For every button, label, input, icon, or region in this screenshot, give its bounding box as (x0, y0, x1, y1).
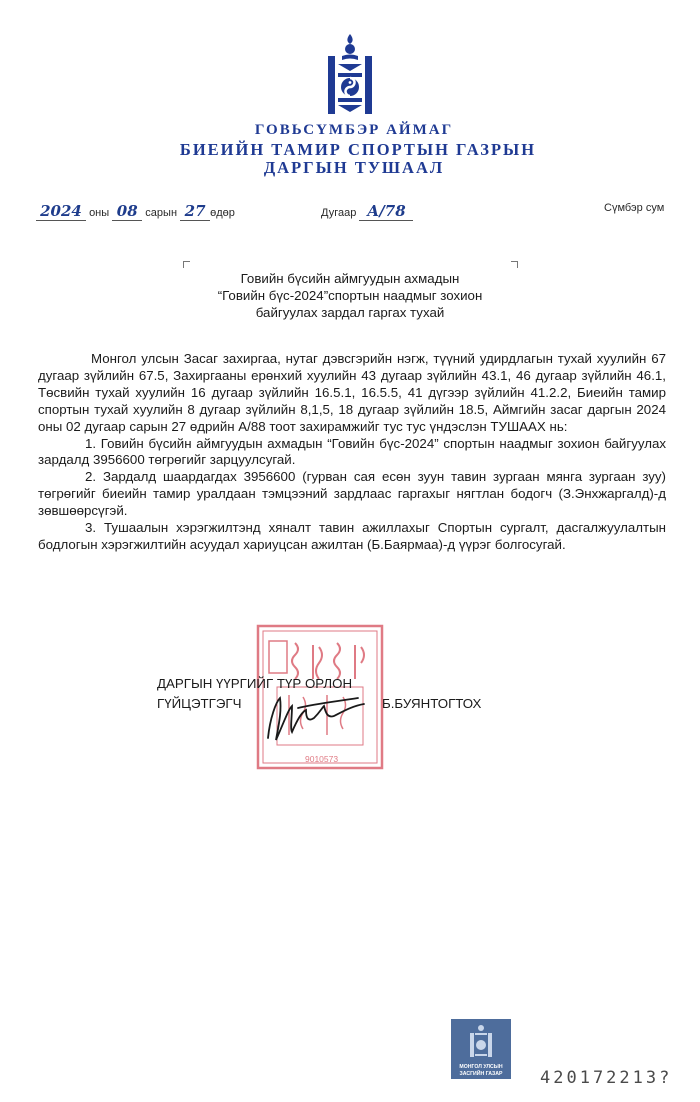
year-handwritten: 2024 (36, 202, 86, 221)
soyombo-emblem-icon (318, 32, 382, 118)
signer-name: Б.БУЯНТОГТОХ (382, 696, 482, 711)
number-handwritten: А/78 (359, 202, 413, 221)
preamble-paragraph: Монгол улсын Засаг захиргаа, нутаг дэвсгэрийн нэгж, түүний удирдлагын тухай хуулийн 67 дугаар зүйлийн 67.5, Захиргааны ерөнхий хуулийн 43 дугаар зүйлийн 43.1, 46 дугаар зүйлийн 46.1, Төсвийн тухай хуулийн 16 дугаар зүйлийн 16.5.1, 16.5.5, 41 дүгээр зүйлийн 41.2.2, Биеийн тамир спортын тухай хуулийн 8 дугаар зүйлийн 8,1,5, 18 дугаар зүйлийн 18.5, Аймгийн засаг даргын 2024 оны 02 дугаар сарын 27 өдрийн А/88 тоот захирамжийг тус тус үндэслэн ТУШААХ нь: (38, 351, 666, 434)
subject-corner-right (511, 261, 518, 268)
number-line (321, 202, 413, 221)
month-label: сарын (145, 207, 178, 219)
seal-text-line-2: ЗАСГИЙН ГАЗАР (459, 1071, 503, 1077)
handwritten-signature (262, 688, 372, 748)
subject-line-1: Говийн бүсийн аймгуудын ахмадын (240, 271, 460, 286)
seal-text-line-1: МОНГОЛ УЛСЫН (459, 1064, 503, 1070)
organization-name: БИЕИЙН ТАМИР СПОРТЫН ГАЗРЫН (179, 140, 537, 159)
year-label: оны (89, 207, 110, 219)
stamp-number: 9010573 (305, 754, 339, 764)
subject-line-3: байгуулах зардал гаргах тухай (255, 305, 445, 320)
document-serial-number: 420172213? (540, 1068, 673, 1088)
month-handwritten: 08 (112, 202, 142, 221)
day-handwritten: 27 (180, 202, 210, 221)
order-item-1: 1. Говийн бүсийн аймгуудын ахмадын “Говийн бүс-2024” спортын наадмыг зохион байгуулах зардалд 3956600 төгрөгийг зарцуулсугай. (38, 435, 666, 468)
subject-line-2: “Говийн бүс-2024”спортын наадмыг зохион (217, 288, 483, 303)
subject-corner-left (183, 261, 190, 268)
day-label: өдөр (210, 207, 235, 219)
signer-title-line-2: ГҮЙЦЭТГЭГЧ (157, 696, 242, 711)
order-item-2: 2. Зардалд шаардагдах 3956600 (гурван сая есөн зуун тавин зургаан мянга зургаан зуу) төгрөгийг биеийн тамир уралдаан тэмцээний зардлаас гаргахыг нягтлан бодогч (З.Энхжаргалд)-д зөвшөөрсүгэй. (38, 469, 666, 519)
date-line (36, 202, 235, 221)
document-type: ДАРГЫН ТУШААЛ (263, 158, 445, 177)
number-label: Дугаар (321, 207, 357, 219)
place-label: Сүмбэр сум (604, 202, 665, 214)
government-seal-icon (451, 1019, 511, 1079)
order-item-3: 3. Тушаалын хэрэгжилтэнд хяналт тавин ажиллахыг Спортын сургалт, дасгалжуулалтын бодлогын хэрэгжилтийн асуудал хариуцсан ажилтан (Б.Баярмаа)-д үүрэг болгосугай. (38, 520, 666, 552)
signer-title-line-1: ДАРГЫН ҮҮРГИЙГ ТҮР ОРЛОН (157, 676, 353, 691)
aimag-name: ГОВЬСҮМБЭР АЙМАГ (254, 122, 454, 138)
order-body (38, 351, 666, 554)
